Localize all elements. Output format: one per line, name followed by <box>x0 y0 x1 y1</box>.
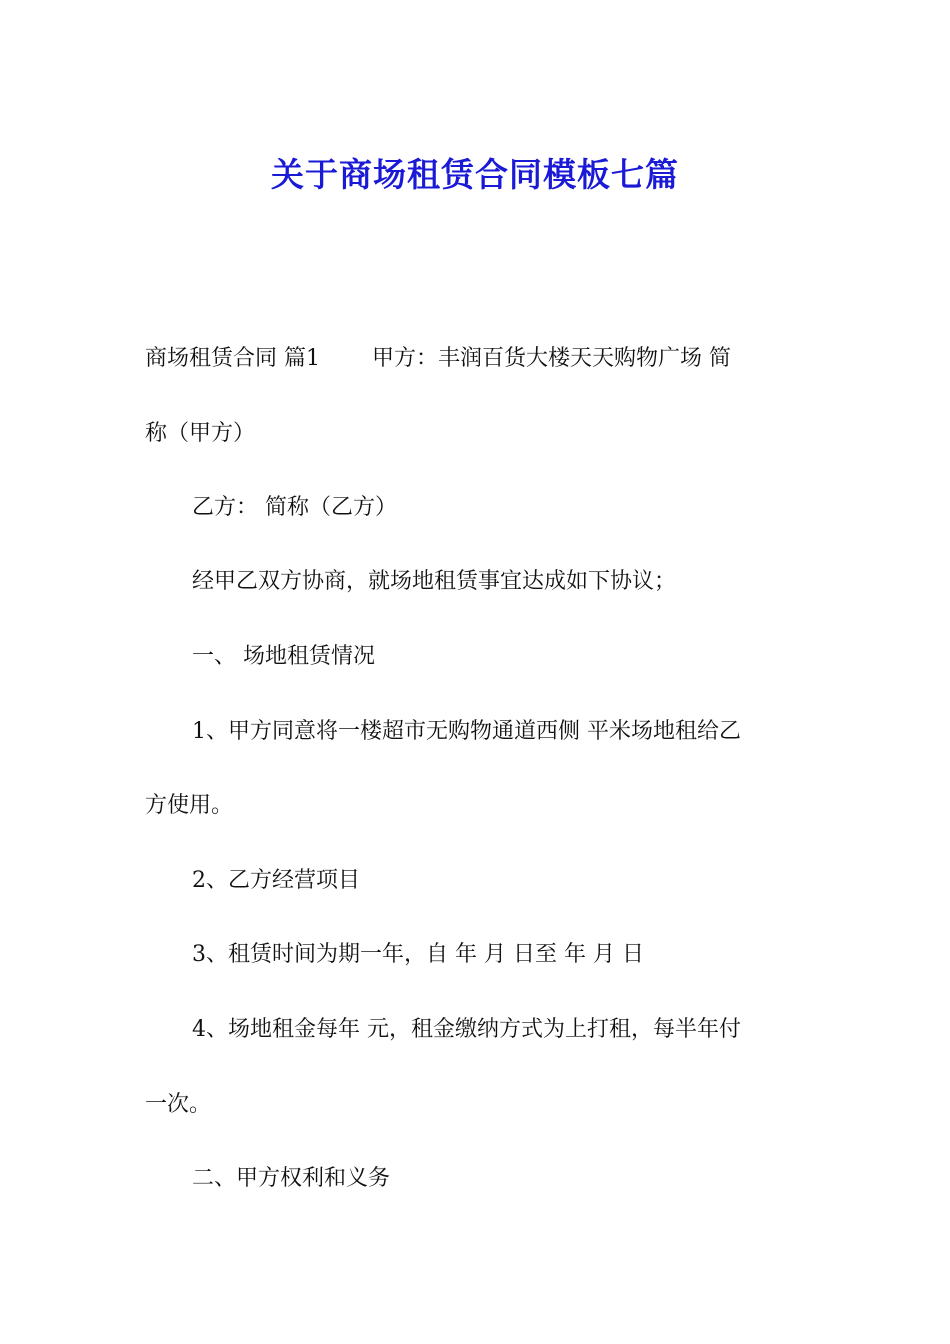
party-a-line: 甲方：丰润百货大楼天天购物广场 简 <box>372 346 731 371</box>
paragraph-line: 1、甲方同意将一楼超市无购物通道西侧 平米场地租给乙 <box>192 719 741 744</box>
document-title: 关于商场租赁合同模板七篇 <box>271 155 679 195</box>
paragraph-line: 称（甲方） <box>145 421 256 446</box>
paragraph-line <box>145 343 815 375</box>
paragraph-line: 方使用。 <box>145 793 234 818</box>
contract-heading: 商场租赁合同 篇1 <box>145 346 320 371</box>
paragraph-line: 经甲乙双方协商，就场地租赁事宜达成如下协议； <box>192 569 677 594</box>
paragraph-line: 3、租赁时间为期一年，自 年 月 日至 年 月 日 <box>192 942 644 967</box>
paragraph-line: 乙方： 简称（乙方） <box>192 495 397 520</box>
section-heading: 二、甲方权利和义务 <box>192 1166 391 1191</box>
paragraph-line: 一次。 <box>145 1092 212 1117</box>
paragraph-line: 4、场地租金每年 元，租金缴纳方式为上打租，每半年付 <box>192 1017 741 1042</box>
paragraph-line: 2、乙方经营项目 <box>192 868 360 893</box>
section-heading: 一、 场地租赁情况 <box>192 644 375 669</box>
